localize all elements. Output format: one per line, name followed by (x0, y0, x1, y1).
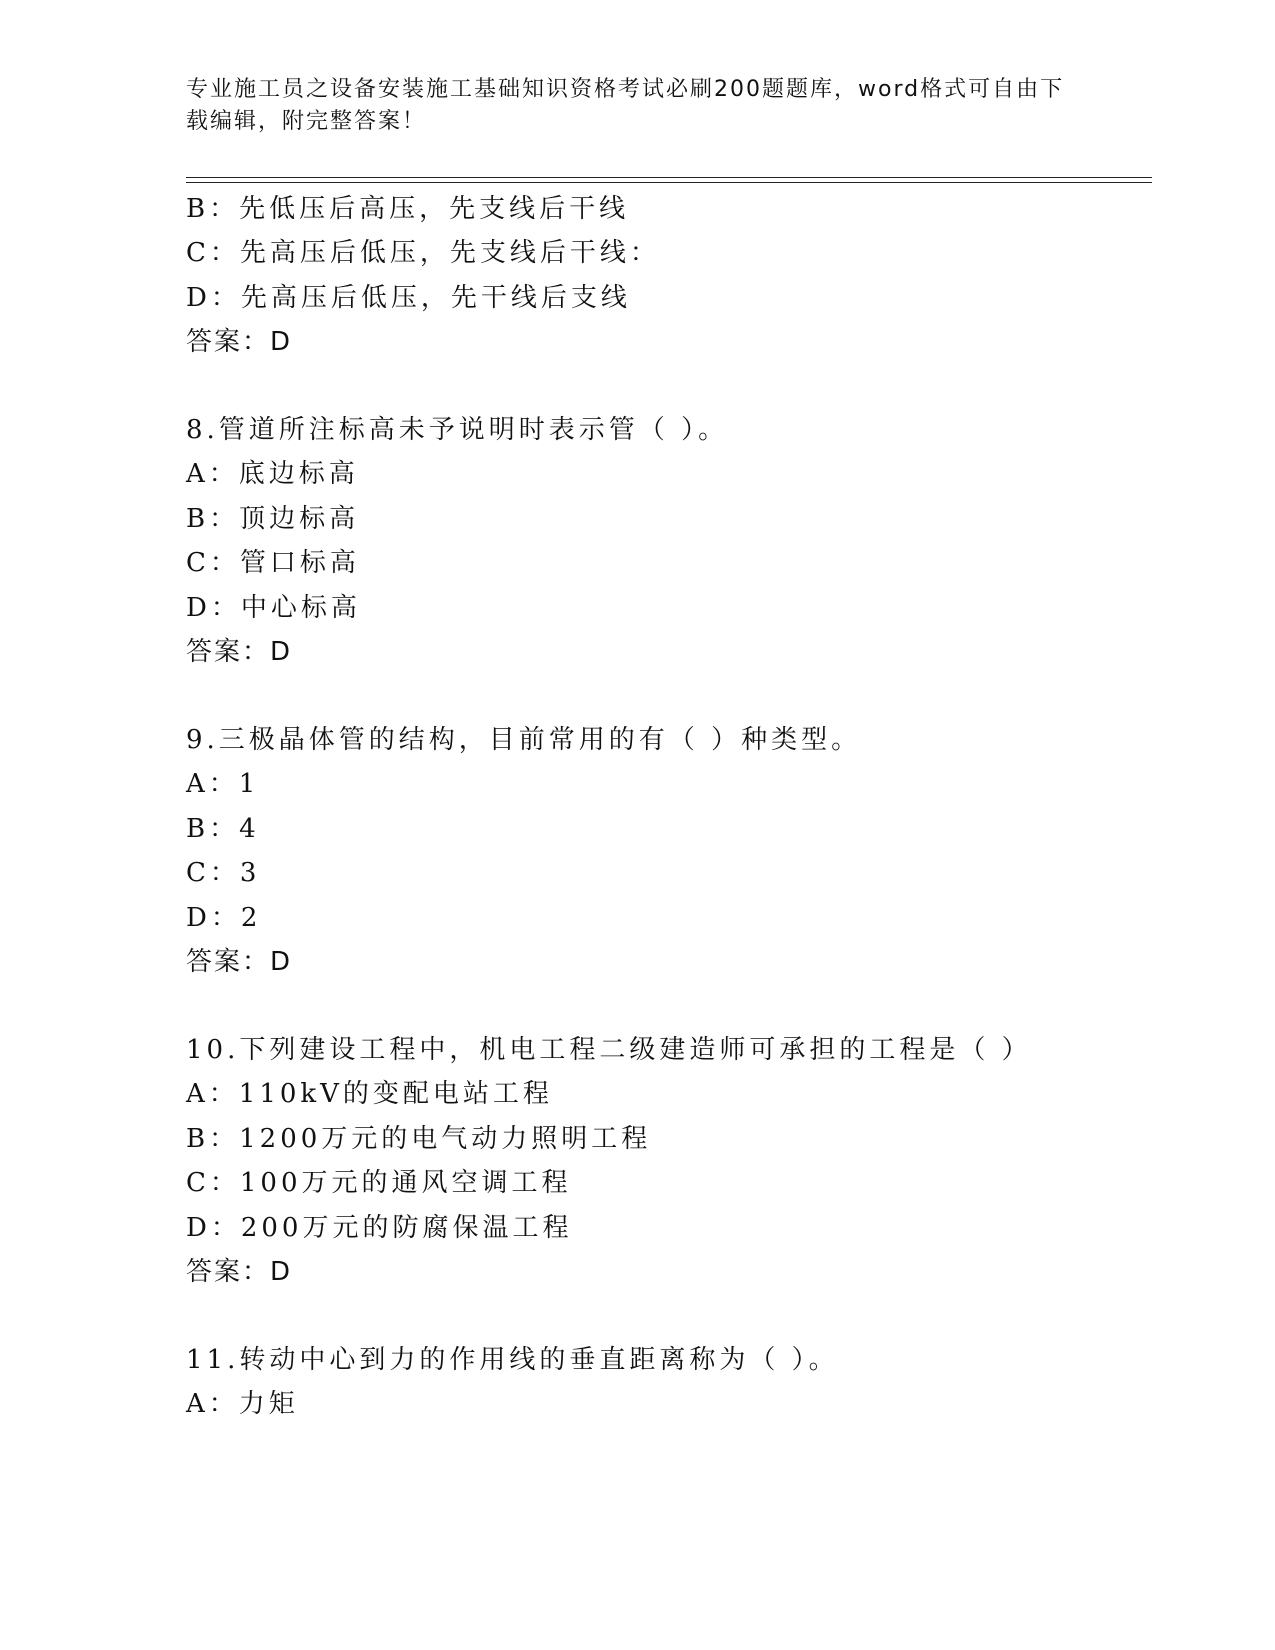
q9-question: 9.三极晶体管的结构，目前常用的有（ ）种类型。 (186, 725, 862, 755)
q8-option-b: B：顶边标高 (186, 504, 360, 534)
q7-option-d: D：先高压后低压，先干线后支线 (186, 283, 631, 313)
q7-option-c: C：先高压后低压，先支线后干线： (186, 238, 660, 268)
q9-option-c: C：3 (186, 858, 261, 888)
q10-option-a: A：110kV的变配电站工程 (186, 1079, 553, 1109)
q8-answer: 答案：D (186, 637, 293, 667)
q8-option-a: A：底边标高 (186, 459, 359, 489)
q10-option-b: B：1200万元的电气动力照明工程 (186, 1124, 652, 1154)
header-divider-bottom (186, 182, 1152, 183)
q9-option-a: A：1 (186, 769, 260, 799)
q7-option-b: B：先低压后高压，先支线后干线 (186, 194, 630, 224)
q8-question: 8.管道所注标高未予说明时表示管（ ）。 (186, 415, 729, 445)
q7-answer: 答案：D (186, 327, 293, 357)
q10-option-c: C：100万元的通风空调工程 (186, 1168, 572, 1198)
q9-option-d: D：2 (186, 903, 262, 933)
document-header: 专业施工员之设备安装施工基础知识资格考试必刷200题题库，word格式可自由下载编辑，附完整答案！ (186, 77, 1065, 134)
q10-answer: 答案：D (186, 1257, 293, 1287)
q8-option-d: D：中心标高 (186, 593, 361, 623)
q11-option-a: A：力矩 (186, 1389, 299, 1419)
header-divider-top (186, 177, 1152, 178)
q10-option-d: D：200万元的防腐保温工程 (186, 1213, 573, 1243)
q9-option-b: B：4 (186, 814, 260, 844)
q10-question: 10.下列建设工程中，机电工程二级建造师可承担的工程是（ ） (186, 1035, 1032, 1065)
q9-answer: 答案：D (186, 947, 293, 977)
q11-question: 11.转动中心到力的作用线的垂直距离称为（ ）。 (186, 1345, 839, 1375)
q8-option-c: C：管口标高 (186, 548, 360, 578)
